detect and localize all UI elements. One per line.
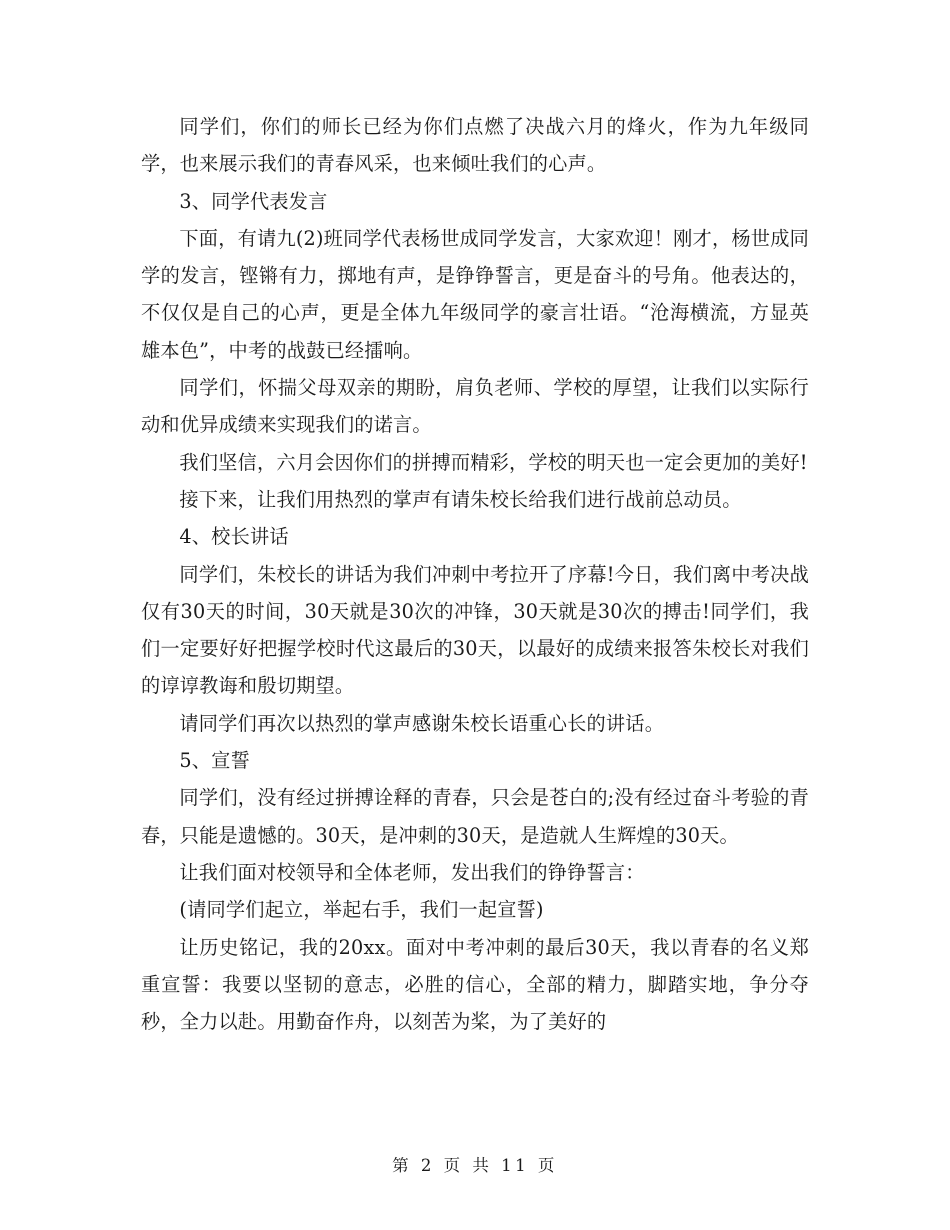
section-heading-5: 5、宣誓	[179, 749, 250, 773]
paragraph-7: 请同学们再次以热烈的掌声感谢朱校长语重心长的讲话。	[179, 711, 665, 735]
section-heading-4: 4、校长讲话	[179, 525, 289, 549]
paragraph-2: 下面，有请九(2)班同学代表杨世成同学发言，大家欢迎！刚才，杨世成同学的发言，铿锵有力，掷地有声，是铮铮誓言，更是奋斗的号角。他表达的，不仅仅是自己的心声，更是全体九年级同学的豪言壮语。“沧海横流，方显英雄本色”，中考的战鼓已经擂响。	[141, 226, 809, 362]
page-number-footer: 第 2 页 共 11 页	[392, 1156, 558, 1175]
paragraph-1: 同学们，你们的师长已经为你们点燃了决战六月的烽火，作为九年级同学，也来展示我们的青春风采，也来倾吐我们的心声。	[141, 115, 809, 176]
paragraph-4: 我们坚信，六月会因你们的拼搏而精彩，学校的明天也一定会更加的美好!	[179, 450, 808, 474]
document-body	[141, 108, 809, 1040]
paragraph-9: 让我们面对校领导和全体老师，发出我们的铮铮誓言：	[179, 860, 645, 884]
section-heading-3: 3、同学代表发言	[179, 189, 328, 213]
paragraph-3: 同学们，怀揣父母双亲的期盼，肩负老师、学校的厚望，让我们以实际行动和优异成绩来实现我们的诺言。	[141, 376, 809, 437]
paragraph-6: 同学们，朱校长的讲话为我们冲刺中考拉开了序幕!今日，我们离中考决战仅有30天的时间，30天就是30次的冲锋，30天就是30次的搏击!同学们，我们一定要好好把握学校时代这最后的30天，以最好的成绩来报答朱校长对我们的谆谆教诲和殷切期望。	[141, 562, 809, 698]
paragraph-8: 同学们，没有经过拼搏诠释的青春，只会是苍白的;没有经过奋斗考验的青春，只能是遗憾的。30天，是冲刺的30天，是造就人生辉煌的30天。	[141, 786, 809, 847]
paragraph-11: 让历史铭记，我的20xx。面对中考冲刺的最后30天，我以青春的名义郑重宣誓：我要以坚韧的意志，必胜的信心，全部的精力，脚踏实地，争分夺秒，全力以赴。用勤奋作舟，以刻苦为桨，为了美好的	[141, 935, 809, 1034]
paragraph-5: 接下来，让我们用热烈的掌声有请朱校长给我们进行战前总动员。	[179, 487, 742, 511]
paragraph-10: (请同学们起立，举起右手，我们一起宣誓)	[179, 898, 544, 922]
